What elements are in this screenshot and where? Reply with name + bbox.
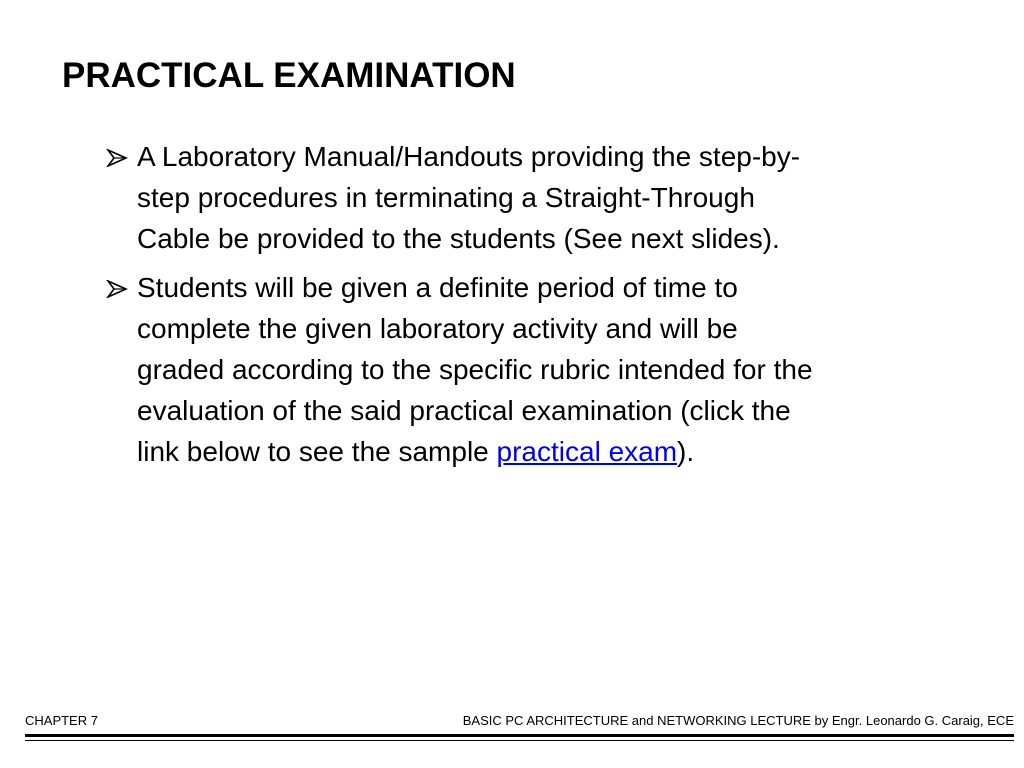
bullet-line: Cable be provided to the students (See next slides). <box>137 223 780 254</box>
footer-chapter-label: CHAPTER 7 <box>25 713 98 728</box>
arrowhead-bullet-icon <box>106 149 128 167</box>
footer-lecture-credit: BASIC PC ARCHITECTURE and NETWORKING LECTURE by Engr. Leonardo G. Caraig, ECE <box>462 713 1014 728</box>
bullet-text <box>137 136 986 259</box>
bullet-text <box>137 267 986 472</box>
footer-thin-rule <box>25 740 1014 741</box>
bullet-line: evaluation of the said practical examination (click the <box>137 395 791 426</box>
bullet-line: A Laboratory Manual/Handouts providing the step-by- <box>137 141 801 172</box>
bullet-line: graded according to the specific rubric intended for the <box>137 354 813 385</box>
bullet-item-students-period <box>106 267 986 472</box>
link-prefix-text: link below to see the sample <box>137 436 497 467</box>
link-suffix-text: ). <box>677 436 695 467</box>
bullet-line: step procedures in terminating a Straight-Through <box>137 182 755 213</box>
bullet-item-lab-manual <box>106 136 986 259</box>
practical-exam-link[interactable]: practical exam <box>496 436 678 467</box>
bullet-list <box>106 136 986 480</box>
arrowhead-bullet-icon <box>106 280 128 298</box>
bullet-line: complete the given laboratory activity and will be <box>137 313 738 344</box>
footer-thick-rule <box>25 734 1014 737</box>
bullet-line-with-link <box>137 431 986 472</box>
slide-footer <box>25 712 1014 752</box>
bullet-line: Students will be given a definite period of time to <box>137 272 738 303</box>
slide-title: PRACTICAL EXAMINATION <box>62 56 516 95</box>
